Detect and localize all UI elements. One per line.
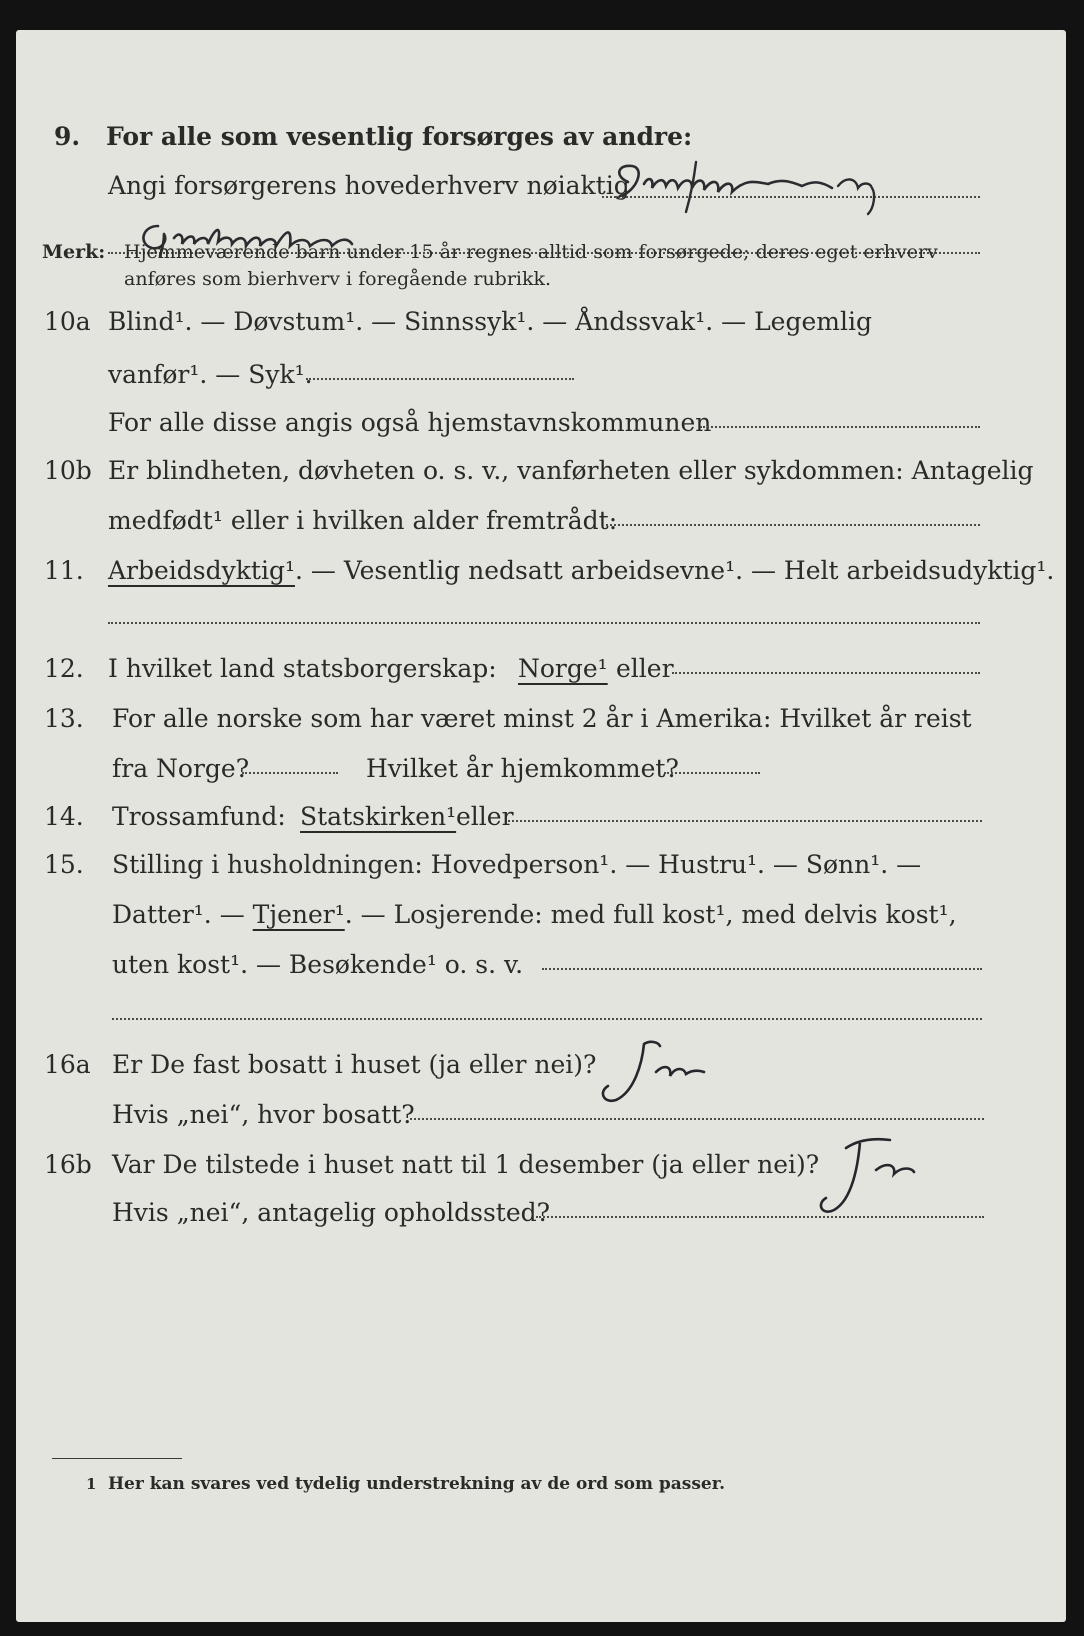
q11-number: 11. bbox=[44, 556, 84, 585]
q14-option-statskirken: Statskirken¹ bbox=[300, 802, 457, 831]
footnote-mark: 1 bbox=[86, 1475, 97, 1493]
handwritten-answer-16a bbox=[594, 1034, 714, 1106]
q13-number: 13. bbox=[44, 704, 84, 733]
q10a-answer-line-2 bbox=[700, 426, 980, 428]
q12-answer-line bbox=[672, 672, 980, 674]
q10a-number: 10a bbox=[44, 307, 91, 336]
q10a-answer-line-1 bbox=[306, 378, 574, 380]
note-line-1: Hjemmeværende barn under 15 år regnes alltid som forsørgede; deres eget erhverv bbox=[124, 241, 938, 263]
q10b-answer-line bbox=[606, 524, 980, 526]
q16b-line-2: Hvis „nei“, antagelig opholdssted? bbox=[112, 1198, 551, 1227]
q13-answer-line-1 bbox=[242, 772, 338, 774]
q15-line-2 bbox=[112, 900, 957, 930]
q11-option-arbeidsdyktig: Arbeidsdyktig¹ bbox=[108, 556, 295, 585]
q12-suffix: eller bbox=[616, 654, 674, 683]
q10b-line-1: Er blindheten, døvheten o. s. v., vanførheten eller sykdommen: Antagelig bbox=[108, 456, 1034, 485]
q15-line-2a: Datter¹. — bbox=[112, 900, 245, 929]
q9-title: For alle som vesentlig forsørges av andre: bbox=[106, 122, 693, 151]
handwritten-occupation-1 bbox=[606, 148, 926, 218]
q15-line-3: uten kost¹. — Besøkende¹ o. s. v. bbox=[112, 950, 524, 979]
q10a-line-2: vanfør¹. — Syk¹. bbox=[108, 360, 313, 389]
q13-answer-line-2 bbox=[664, 772, 760, 774]
q16b-answer-line bbox=[536, 1216, 984, 1218]
q11-answer-line bbox=[108, 622, 980, 624]
q10b-line-2: medfødt¹ eller i hvilken alder fremtrådt: bbox=[108, 506, 618, 535]
q15-line-1: Stilling i husholdningen: Hovedperson¹. — Hustru¹. — Sønn¹. — bbox=[112, 850, 922, 879]
footnote-rule bbox=[52, 1458, 182, 1459]
q16a-line-1: Er De fast bosatt i huset (ja eller nei)? bbox=[112, 1050, 597, 1079]
footnote-text: Her kan svares ved tydelig understrekning av de ord som passer. bbox=[108, 1474, 726, 1494]
q10a-line-3: For alle disse angis også hjemstavnskommunen bbox=[108, 408, 712, 437]
q14-answer-line bbox=[508, 820, 982, 822]
q10a-line-1: Blind¹. — Døvstum¹. — Sinnssyk¹. — Åndssvak¹. — Legemlig bbox=[108, 307, 872, 336]
q12-question: I hvilket land statsborgerskap: bbox=[108, 654, 497, 683]
handwritten-answer-16b bbox=[816, 1134, 936, 1220]
q16b-line-1: Var De tilstede i huset natt til 1 desember (ja eller nei)? bbox=[112, 1150, 820, 1179]
q16b-number: 16b bbox=[44, 1150, 92, 1179]
q12-option-norge: Norge¹ bbox=[518, 654, 608, 683]
q16a-number: 16a bbox=[44, 1050, 91, 1079]
q15-answer-line-1 bbox=[542, 968, 982, 970]
q13-line-2b: Hvilket år hjemkommet? bbox=[366, 754, 679, 783]
q15-option-tjener: Tjener¹ bbox=[252, 900, 345, 929]
q13-line-2a: fra Norge? bbox=[112, 754, 250, 783]
q14-number: 14. bbox=[44, 802, 84, 831]
q12-number: 12. bbox=[44, 654, 84, 683]
note-label: Merk: bbox=[42, 241, 106, 263]
note-line-2: anføres som bierhverv i foregående rubrikk. bbox=[124, 268, 552, 290]
q10b-number: 10b bbox=[44, 456, 92, 485]
q16a-line-2: Hvis „nei“, hvor bosatt? bbox=[112, 1100, 415, 1129]
q11-other-options: . — Vesentlig nedsatt arbeidsevne¹. — Helt arbeidsudyktig¹. bbox=[294, 556, 1055, 585]
q13-line-1: For alle norske som har været minst 2 år i Amerika: Hvilket år reist bbox=[112, 704, 972, 733]
q15-line-2b: . — Losjerende: med full kost¹, med delvis kost¹, bbox=[344, 900, 957, 929]
q9-instruction: Angi forsørgerens hovederhverv nøiaktig bbox=[108, 171, 630, 200]
q14-suffix: eller bbox=[456, 802, 514, 831]
census-form-page bbox=[16, 30, 1066, 1622]
q9-number: 9. bbox=[54, 122, 81, 151]
q15-number: 15. bbox=[44, 850, 84, 879]
q16a-answer-line bbox=[410, 1118, 984, 1120]
q15-answer-line-2 bbox=[112, 1018, 982, 1020]
q14-question: Trossamfund: bbox=[112, 802, 286, 831]
q11-options bbox=[108, 556, 1054, 586]
